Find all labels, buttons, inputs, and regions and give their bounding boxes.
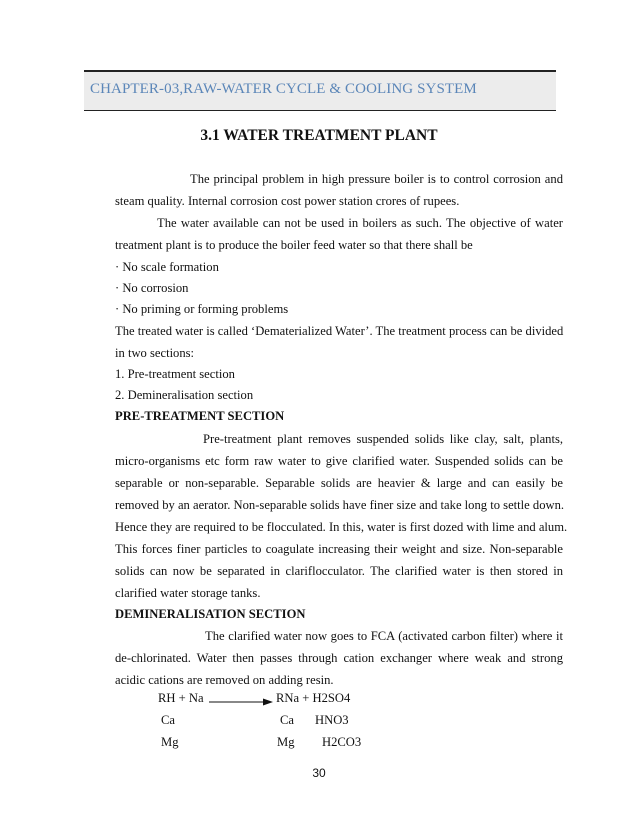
section-heading-pretreatment: PRE-TREATMENT SECTION (115, 409, 285, 423)
section-title: 3.1 WATER TREATMENT PLANT (200, 127, 438, 144)
paragraph-line: steam quality. Internal corrosion cost power station crores of rupees. (115, 194, 460, 208)
equation-left: Ca (161, 713, 175, 727)
paragraph-line: Pre-treatment plant removes suspended solids like clay, salt, plants, (203, 432, 563, 446)
paragraph-line: clarified water storage tanks. (115, 586, 261, 600)
bullet-item: · No scale formation (115, 260, 219, 274)
equation-mid: Mg (277, 735, 295, 749)
equation-right: HNO3 (315, 713, 349, 727)
paragraph-line: micro-organisms etc form raw water to give clarified water. Suspended solids can be (115, 454, 563, 468)
paragraph-line: The clarified water now goes to FCA (activated carbon filter) where it (205, 629, 563, 643)
reaction-arrow-icon (209, 697, 273, 707)
equation-right: RNa + H2SO4 (276, 691, 351, 705)
list-item: 2. Demineralisation section (115, 388, 254, 402)
bullet-item: · No corrosion (115, 281, 189, 295)
chapter-header-bar (84, 70, 556, 111)
paragraph-line: This forces finer particles to coagulate increasing their weight and size. Non-separable (115, 542, 563, 556)
list-item: 1. Pre-treatment section (115, 367, 235, 381)
chapter-header: CHAPTER-03,RAW-WATER CYCLE & COOLING SYSTEM (90, 81, 477, 97)
paragraph-line: removed by an aerator. Non-separable solids have finer size and take long to settle down. (115, 498, 565, 512)
page-number: 30 (312, 766, 326, 780)
paragraph-line: separable or non-separable. Separable solids are heavier & large and can easily be (115, 476, 563, 490)
paragraph-line: acidic cations are removed on adding resin. (115, 673, 334, 687)
paragraph-line: solids can now be separated in clariflocculator. The clarified water is then stored in (115, 564, 563, 578)
paragraph-line: The principal problem in high pressure boiler is to control corrosion and (190, 172, 563, 186)
paragraph-line: in two sections: (115, 346, 195, 360)
paragraph-line: treatment plant is to produce the boiler feed water so that there shall be (115, 238, 473, 252)
equation-left: RH + Na (158, 691, 204, 705)
equation-left: Mg (161, 735, 179, 749)
paragraph-line: The treated water is called ‘Dematerialized Water’. The treatment process can be divided (115, 324, 564, 338)
bullet-item: · No priming or forming problems (115, 302, 289, 316)
paragraph-line: The water available can not be used in boilers as such. The objective of water (157, 216, 563, 230)
section-heading-demineralisation: DEMINERALISATION SECTION (115, 607, 306, 621)
paragraph-line: de-chlorinated. Water then passes through cation exchanger where weak and strong (115, 651, 563, 665)
equation-mid: Ca (280, 713, 294, 727)
paragraph-line: Hence they are required to be flocculated. In this, water is first dozed with lime and alum. (115, 520, 568, 534)
equation-right: H2CO3 (322, 735, 362, 749)
